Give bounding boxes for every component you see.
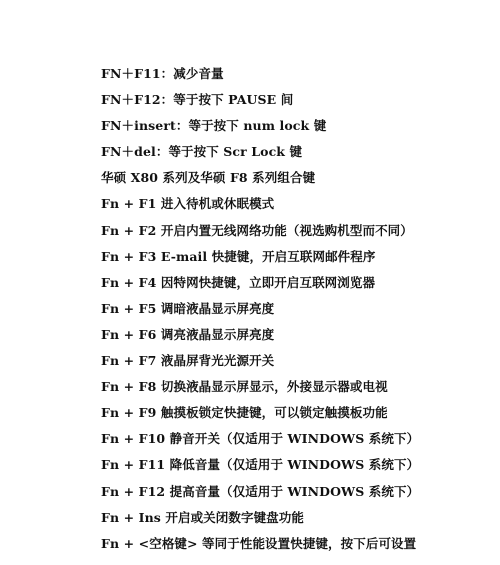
text-line: Fn + F7 液晶屏背光光源开关 [101,353,275,369]
section-heading: 华硕 X80 系列及华硕 F8 系列组合键 [101,170,316,186]
text-line: Fn + F12 提高音量（仅适用于 WINDOWS 系统下） [101,483,420,499]
text-line: FN＋del：等于按下 Scr Lock 键 [101,144,303,160]
text-line: Fn + F9 触摸板锁定快捷键，可以锁定触摸板功能 [101,405,388,421]
text-line: Fn + F4 因特网快捷键，立即开启互联网浏览器 [101,274,376,290]
shortcut-list [101,64,491,560]
text-line: Fn + F3 E-mail 快捷键，开启互联网邮件程序 [101,248,376,264]
text-line: Fn + F6 调亮液晶显示屏亮度 [101,326,275,342]
text-line: FN＋insert：等于按下 num lock 键 [101,118,327,134]
text-line: Fn + Ins 开启或关闭数字键盘功能 [101,509,304,525]
text-line: Fn + F5 调暗液晶显示屏亮度 [101,300,275,316]
text-line: FN＋F12：等于按下 PAUSE 间 [101,92,294,108]
text-line: Fn + <空格键> 等同于性能设置快捷键，按下后可设置 [101,535,417,551]
text-line: Fn + F10 静音开关（仅适用于 WINDOWS 系统下） [101,431,420,447]
text-line: Fn + F2 开启内置无线网络功能（视选购机型而不同） [101,222,413,238]
text-line: Fn + F8 切换液晶显示屏显示，外接显示器或电视 [101,379,388,395]
text-line: FN＋F11：减少音量 [101,66,224,81]
text-line: Fn + F1 进入待机或休眠模式 [101,196,275,212]
text-line: Fn + F11 降低音量（仅适用于 WINDOWS 系统下） [101,457,420,473]
